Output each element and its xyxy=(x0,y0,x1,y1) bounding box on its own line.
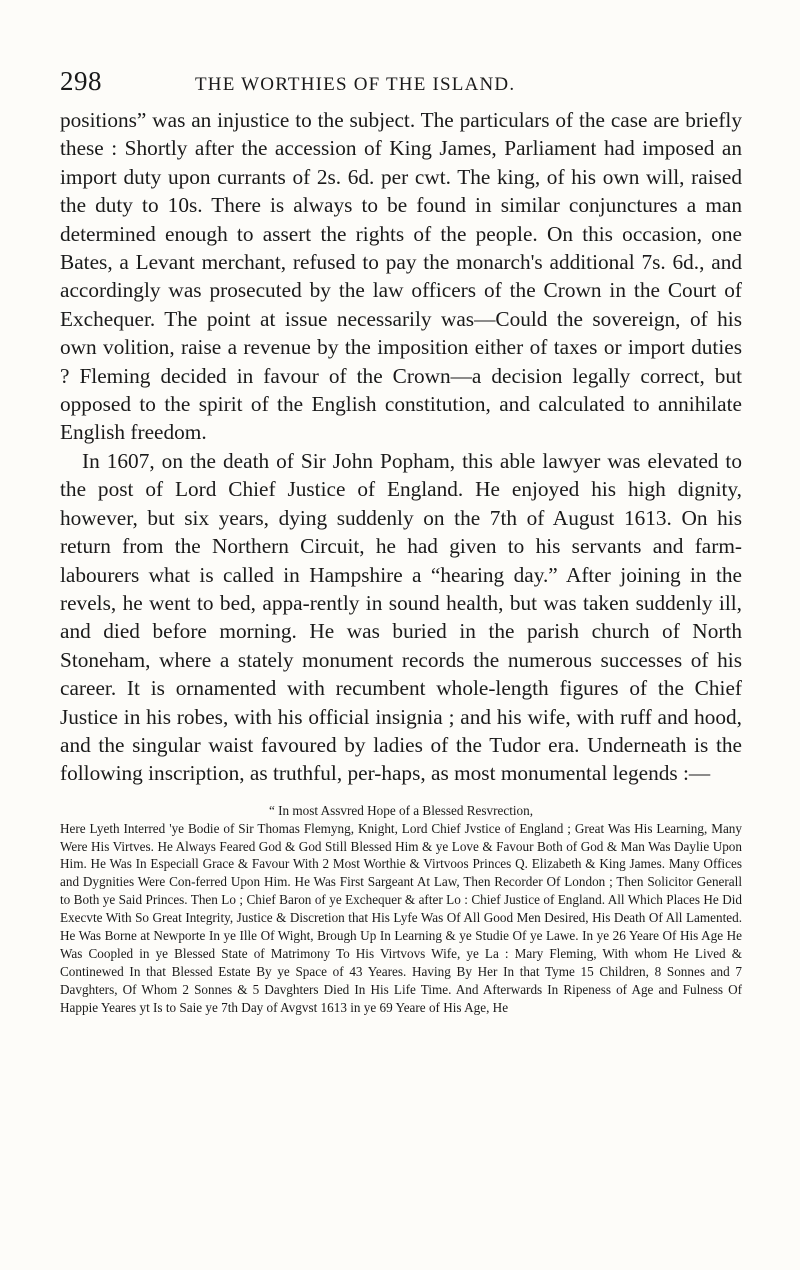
inscription-opening: “ In most Assvred Hope of a Blessed Resvrection, xyxy=(268,802,534,818)
monument-inscription xyxy=(60,802,742,1017)
paragraph-2: In 1607, on the death of Sir John Popham, this able lawyer was elevated to the post of Lord Chief Justice of England. He enjoyed his high dignity, however, but six years, dying suddenly on the 7th of August 1613. On his return from the Northern Circuit, he had given to his servants and farm-labourers what is called in Hampshire a “hearing day.” After joining in the revels, he went to bed, appa-rently in sound health, but was taken suddenly ill, and died before morning. He was buried in the parish church of North Stoneham, where a stately monument records the numerous successes of his career. It is ornamented with recumbent whole-length figures of the Chief Justice in his robes, with his official insignia ; and his wife, with ruff and hood, and the singular waist favoured by ladies of the Tudor era. Underneath is the following inscription, as truthful, per-haps, as most monumental legends :— xyxy=(60,448,742,786)
inscription-text: Here Lyeth Interred 'ye Bodie of Sir Thomas Flemyng, Knight, Lord Chief Jvstice of England ; Great Was His Learning, Many Were His Virtves. He Always Feared God & God Still Blessed Him & ye Love & Favour Both of God & Man Was Daylie Upon Him. He Was In Especiall Grace & Favour With 2 Most Worthie & Virtvoos Princes Q. Elizabeth & King James. Many Offices and Dygnities Were Con-ferred Upon Him. He Was First Sargeant At Law, Then Recorder Of London ; Then Solicitor Generall to Both ye Said Princes. Then Lo ; Chief Baron of ye Exchequer & after Lo : Chief Justice of England. All Which Places He Did Execvte With So Great Integrity, Justice & Discretion that His Lyfe Was Of All Good Men Desired, His Death Of All Lamented. He Was Borne at Newporte In ye Ille Of Wight, Brough Up In Learning & ye Studie Of ye Lawe. In ye 26 Yeare Of His Age He Was Coopled in ye Blessed State of Matrimony To His Virtvovs Wife, ye La : Mary Fleming, With whom He Lived & Continewed In that Blessed Estate By ye Space of 43 Yeares. Having By Her In that Tyme 15 Children, 8 Sonnes and 7 Davghters, Of Whom 2 Sonnes & 5 Davghters Died In His Life Time. And Afterwards In Ripeness of Age and Fulness Of Happie Yeares yt Is to Saie ye 7th Day of Avgvst 1613 in ye 69 Yeare of His Age, He xyxy=(60,820,742,1015)
page-number: 298 xyxy=(60,66,102,96)
page-body xyxy=(60,106,742,1017)
page-header xyxy=(60,66,730,106)
running-head: THE WORTHIES OF THE ISLAND. xyxy=(195,74,516,95)
paragraph-1: positions” was an injustice to the subject. The particulars of the case are briefly these : Shortly after the accession of King James, Parliament had imposed an import duty upon currants of 2s. 6d. per cwt. The king, of his own will, raised the duty to 10s. There is always to be found in similar conjunctures a man determined enough to assert the rights of the people. On this occasion, one Bates, a Levant merchant, refused to pay the monarch's additional 7s. 6d., and accordingly was prosecuted by the law officers of the Crown in the Court of Exchequer. The point at issue necessarily was—Could the sovereign, of his own volition, raise a revenue by the imposition either of taxes or import duties ? Fleming decided in favour of the Crown—a decision legally correct, but opposed to the spirit of the English constitution, and calculated to annihilate English freedom. xyxy=(60,108,742,445)
